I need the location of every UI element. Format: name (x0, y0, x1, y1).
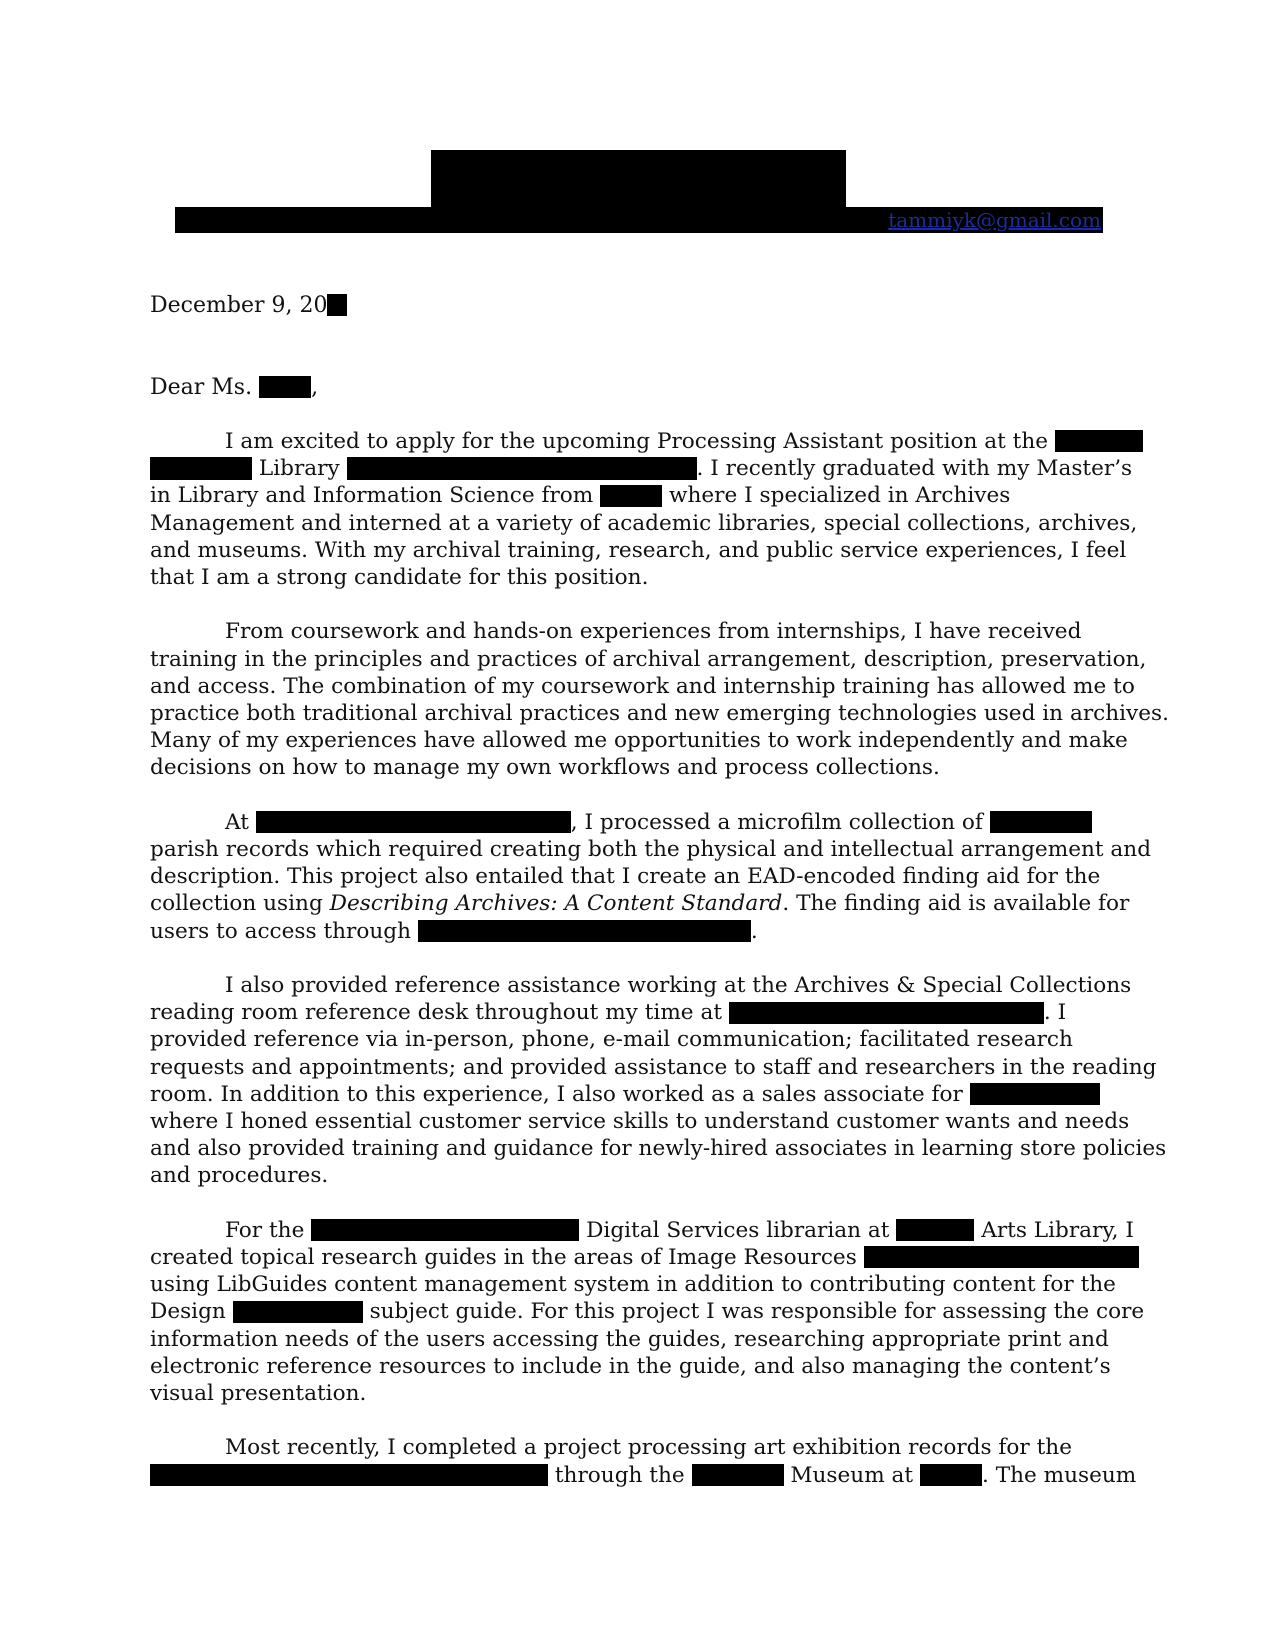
salutation: Dear Ms. , (150, 375, 319, 400)
redaction (896, 1219, 974, 1241)
redaction (150, 1464, 548, 1486)
redaction (692, 1464, 784, 1486)
paragraph-intro: I am excited to apply for the upcoming Processing Assistant position at the Library . I recently graduated with my Master’s in Library and Information Science from where I specialized in Archives Management and interned at a variety of academic libraries, special collections, archives, and museums. With my archival training, research, and public service experiences, I feel that I am a strong candidate for this position. (150, 428, 1130, 591)
redaction (1055, 430, 1143, 452)
paragraph-exhibition: Most recently, I completed a project processing art exhibition records for the through the Museum at . The museum (150, 1434, 1130, 1488)
paragraph-reference: I also provided reference assistance working at the Archives & Special Collections reading room reference desk throughout my time at . I provided reference via in-person, phone, e-mail communication; facilitated research requests and appointments; and provided assistance to staff and researchers in the reading room. In addition to this experience, I also worked as a sales associate for where I honed essential customer service skills to understand customer wants and needs and also provided training and guidance for newly-hired associates in learning store policies and procedures. (150, 973, 1167, 1189)
redaction (970, 1083, 1100, 1105)
redaction (864, 1246, 1139, 1268)
redaction (259, 376, 311, 398)
paragraph-training: From coursework and hands-on experiences from internships, I have received training in the principles and practices of archival arrangement, description, preservation, and access. The combination of my coursework and internship training has allowed me to practice both traditional archival practices and new emerging technologies used in archives. Many of my experiences have allowed me opportunities to work independently and make decisions on how to manage my own workflows and process collections. (150, 619, 1169, 781)
redaction (729, 1002, 1044, 1024)
redaction (347, 457, 697, 479)
paragraph-digital-services: For the Digital Services librarian at Arts Library, I created topical research guides in the areas of Image Resources using LibGuides content management system in addition to contributing content for the Design subject guide. For this project I was responsible for assessing the core information needs of the users accessing the guides, researching appropriate print and electronic reference resources to include in the guide, and also managing the content’s visual presentation. (150, 1217, 1145, 1407)
redaction (920, 1464, 982, 1486)
redaction (150, 457, 252, 479)
redaction (327, 294, 347, 316)
redaction (990, 811, 1092, 833)
letter-body (150, 428, 1169, 1516)
paragraph-microfilm: At , I processed a microfilm collection of parish records which required creating both the physical and intellectual arrangement and description. This project also entailed that I create an EAD-encoded finding aid for the collection using Describing Archives: A Content Standard. The finding aid is available for users to access through . (150, 809, 1152, 944)
letter-date: December 9, 20 (150, 292, 347, 319)
email-link[interactable]: tammiyk@gmail.com (888, 208, 1101, 232)
redaction (600, 485, 662, 507)
redaction (418, 920, 751, 942)
redaction (311, 1219, 579, 1241)
redaction (233, 1301, 363, 1323)
redaction (256, 811, 571, 833)
redacted-name-block (431, 150, 846, 208)
